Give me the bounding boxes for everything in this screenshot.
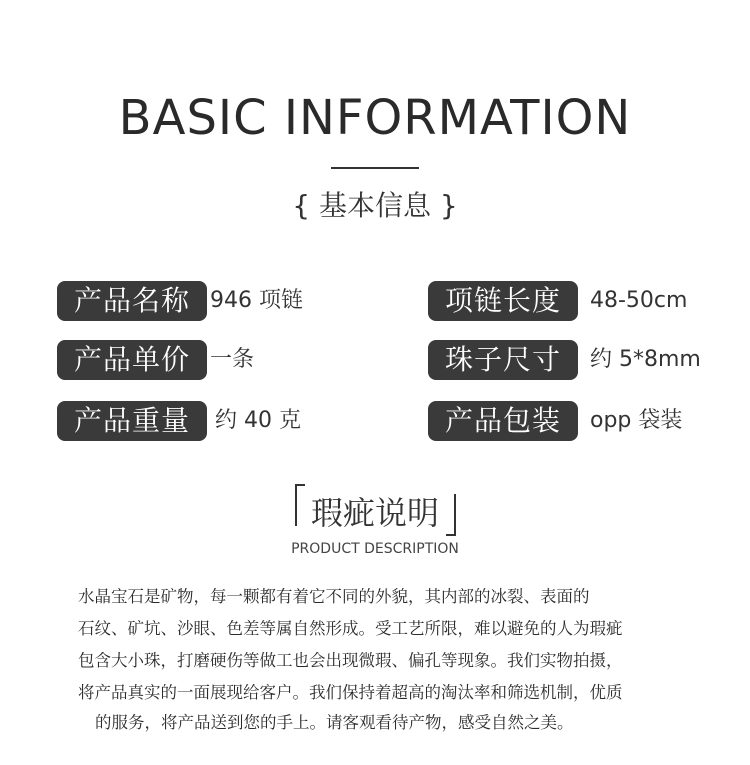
- spec-value-weight: 约 40 克: [215, 408, 301, 433]
- bracket-bottom-right: [446, 494, 456, 536]
- spec-label-packaging: 产品包装: [428, 401, 578, 441]
- spec-label-price: 产品单价: [57, 340, 207, 380]
- spec-label-name: 产品名称: [57, 281, 207, 321]
- section-subtitle: PRODUCT DESCRIPTION: [291, 541, 459, 557]
- spec-value-price: 一条: [210, 347, 255, 372]
- description-line: 的服务，将产品送到您的手上。请客观看待产物，感受自然之美。: [95, 713, 574, 732]
- spec-label-bead-size: 珠子尺寸: [428, 340, 578, 380]
- page-title: BASIC INFORMATION: [118, 90, 632, 146]
- section-title: 瑕疵说明: [310, 494, 439, 532]
- spec-value-bead-size: 约 5*8mm: [590, 347, 701, 372]
- description-line: 水晶宝石是矿物，每一颗都有着它不同的外貌，其内部的冰裂、表面的: [78, 587, 590, 606]
- spec-value-packaging: opp 袋装: [590, 408, 683, 433]
- spec-value-name: 946 项链: [210, 288, 303, 313]
- title-divider: [331, 167, 419, 169]
- description-line: 将产品真实的一面展现给客户。我们保持着超高的淘汰率和筛选机制，优质: [78, 683, 623, 702]
- spec-label-length: 项链长度: [428, 281, 578, 321]
- spec-value-length: 48-50cm: [590, 288, 688, 313]
- page-subtitle: { 基本信息 }: [292, 189, 458, 222]
- spec-label-weight: 产品重量: [57, 401, 207, 441]
- description-line: 包含大小珠，打磨硬伤等做工也会出现微瑕、偏孔等现象。我们实物拍摄，: [78, 651, 623, 670]
- description-line: 石纹、矿坑、沙眼、色差等属自然形成。受工艺所限，难以避免的人为瑕疵: [78, 619, 623, 638]
